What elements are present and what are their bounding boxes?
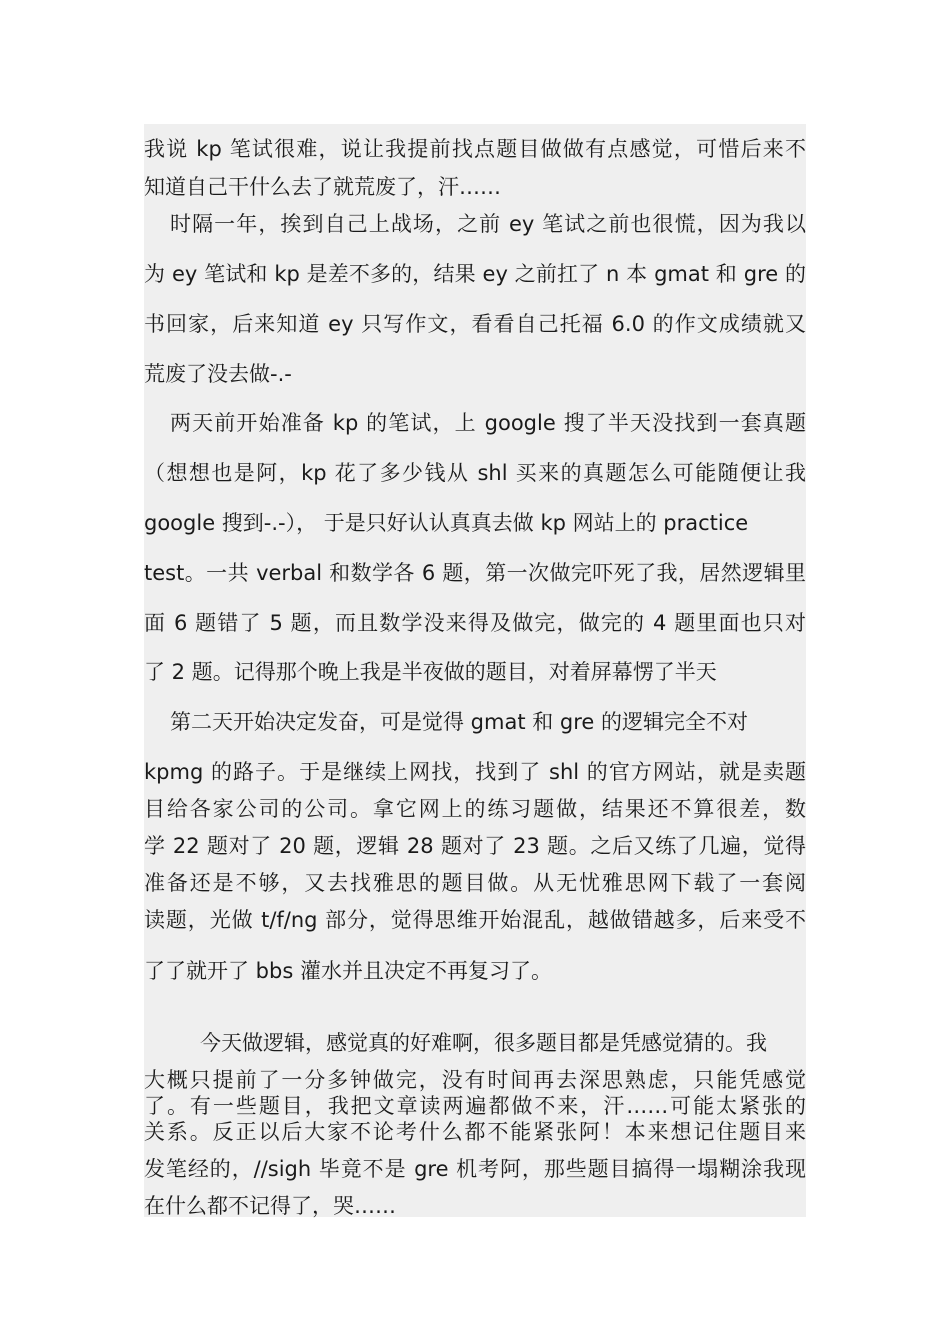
text-line: 为 ey 笔试和 kp 是差不多的，结果 ey 之前扛了 n 本 gmat 和 gre 的 <box>144 262 806 286</box>
text-line: test。一共 verbal 和数学各 6 题，第一次做完吓死了我，居然逻辑里 <box>144 561 806 585</box>
text-line: 大概只提前了一分多钟做完，没有时间再去深思熟虑，只能凭感觉 <box>144 1068 806 1092</box>
text-line: 学 22 题对了 20 题，逻辑 28 题对了 23 题。之后又练了几遍，觉得 <box>144 834 806 858</box>
text-line: 目给各家公司的公司。拿它网上的练习题做，结果还不算很差，数 <box>144 797 806 821</box>
text-line: kpmg 的路子。于是继续上网找，找到了 shl 的官方网站，就是卖题 <box>144 760 806 784</box>
text-line: 面 6 题错了 5 题，而且数学没来得及做完，做完的 4 题里面也只对 <box>144 611 806 635</box>
text-line: 我说 kp 笔试很难，说让我提前找点题目做做有点感觉，可惜后来不 <box>144 137 806 161</box>
text-line: 荒废了没去做-.- <box>144 362 292 386</box>
text-line: （想想也是阿，kp 花了多少钱从 shl 买来的真题怎么可能随便让我 <box>144 461 806 485</box>
text-line: 书回家，后来知道 ey 只写作文，看看自己托福 6.0 的作文成绩就又 <box>144 312 806 336</box>
highlighted-text-block <box>144 124 806 1217</box>
text-line: 知道自己干什么去了就荒废了，汗…… <box>144 175 501 199</box>
text-line: google 搜到-.-）， 于是只好认认真真去做 kp 网站上的 practice <box>144 511 749 535</box>
text-line: 读题，光做 t/f/ng 部分，觉得思维开始混乱，越做错越多，后来受不 <box>144 908 806 932</box>
text-line: 第二天开始决定发奋，可是觉得 gmat 和 gre 的逻辑完全不对 <box>170 710 749 734</box>
text-line: 今天做逻辑，感觉真的好难啊，很多题目都是凭感觉猜的。我 <box>200 1031 767 1055</box>
text-line: 关系。反正以后大家不论考什么都不能紧张阿！本来想记住题目来 <box>144 1120 806 1144</box>
text-line: 准备还是不够，又去找雅思的题目做。从无忧雅思网下载了一套阅 <box>144 871 806 895</box>
text-line: 时隔一年，挨到自己上战场，之前 ey 笔试之前也很慌，因为我以 <box>170 212 806 236</box>
text-line: 了了就开了 bbs 灌水并且决定不再复习了。 <box>144 959 552 983</box>
text-line: 了。有一些题目，我把文章读两遍都做不来，汗……可能太紧张的 <box>144 1094 806 1118</box>
text-line: 两天前开始准备 kp 的笔试，上 google 搜了半天没找到一套真题 <box>170 411 806 435</box>
text-line: 发笔经的，//sigh 毕竟不是 gre 机考阿，那些题目搞得一塌糊涂我现 <box>144 1157 806 1181</box>
text-line: 了 2 题。记得那个晚上我是半夜做的题目，对着屏幕愣了半天 <box>144 660 717 684</box>
text-line: 在什么都不记得了，哭…… <box>144 1194 396 1218</box>
